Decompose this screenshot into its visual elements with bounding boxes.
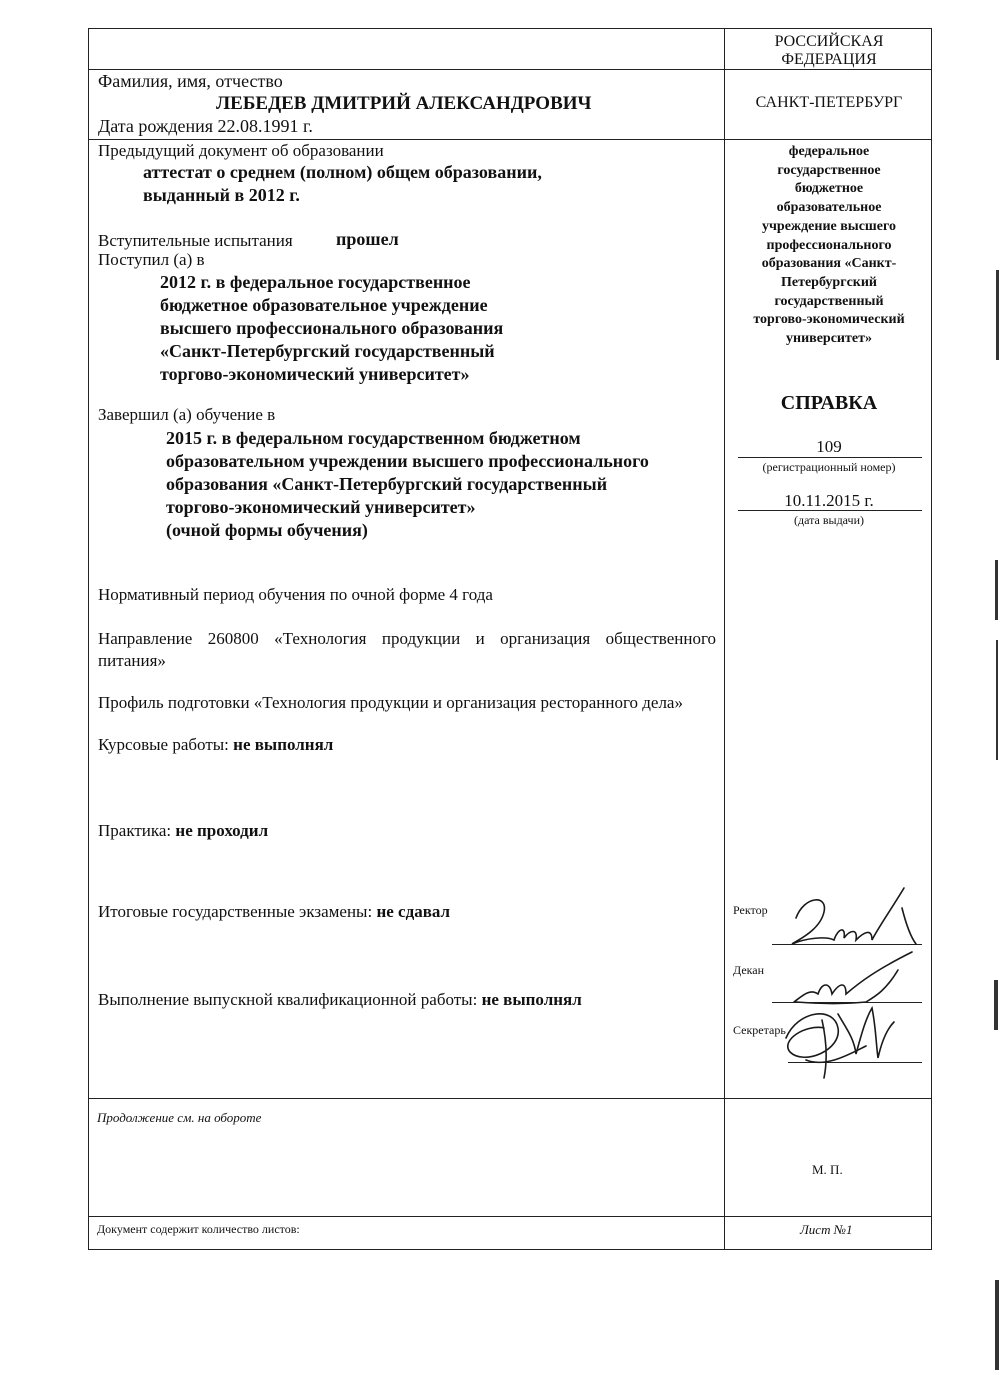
coursework-value: не выполнял [233, 735, 334, 754]
state-exams [98, 902, 450, 922]
entrance-value: прошел [336, 229, 399, 249]
certificate-title: СПРАВКА [780, 392, 878, 414]
coursework [98, 735, 333, 755]
finished-line: 2015 г. в федеральном государственном бюджетном [166, 428, 581, 448]
institution-line: государственное [777, 162, 881, 178]
header-rule [88, 69, 932, 70]
enrolled-line: высшего профессионального образования [160, 318, 504, 338]
registration-number: 109 [816, 437, 842, 456]
enrolled-label: Поступил (а) в [98, 250, 205, 269]
institution-line: университет» [786, 331, 872, 347]
name-label: Фамилия, имя, отчество [98, 71, 283, 91]
rector-label: Ректор [733, 903, 768, 917]
institution-line: образовательное [776, 200, 882, 216]
thesis-value: не выполнял [481, 990, 582, 1009]
exams-value: не сдавал [376, 902, 451, 921]
practice [98, 821, 268, 841]
thesis [98, 990, 582, 1010]
finished-label: Завершил (а) обучение в [98, 405, 276, 424]
enrolled-line: 2012 г. в федеральное государственное [160, 272, 471, 292]
study-period: Нормативный период обучения по очной форме 4 года [98, 585, 493, 604]
continued-note: Продолжение см. на обороте [97, 1110, 262, 1125]
direction: Направление 260800 «Технология продукции и организация общественного питания» [98, 629, 716, 670]
secretary-label: Секретарь [733, 1023, 786, 1037]
scan-edge-artifact [990, 0, 1000, 1375]
finished-line: (очной формы обучения) [166, 520, 368, 540]
institution-name [726, 143, 932, 349]
registration-caption: (регистрационный номер) [762, 460, 896, 474]
stamp-place: М. П. [812, 1162, 843, 1177]
prev-doc-label: Предыдущий документ об образовании [98, 141, 384, 160]
handwritten-signatures [726, 878, 932, 1088]
name-section-rule [88, 139, 932, 140]
full-name: ЛЕБЕДЕВ ДМИТРИЙ АЛЕКСАНДРОВИЧ [216, 93, 592, 114]
sheets-count: Документ содержит количество листов: [97, 1222, 300, 1236]
issue-date-underline [738, 510, 922, 511]
coursework-label: Курсовые работы: [98, 735, 229, 754]
enrolled-line: торгово-экономический университет» [160, 364, 470, 384]
practice-value: не проходил [175, 821, 269, 840]
issue-date-caption: (дата выдачи) [794, 513, 864, 527]
finished-line: образования «Санкт-Петербургский государственный [166, 474, 608, 494]
prev-doc-line-1: аттестат о среднем (полном) общем образовании, [143, 162, 542, 182]
finished-line: образовательном учреждении высшего профессионального [166, 451, 649, 471]
profile: Профиль подготовки «Технология продукции и организация ресторанного дела» [98, 693, 683, 712]
institution-line: государственный [774, 293, 884, 309]
institution-line: федеральное [788, 144, 870, 159]
issue-date: 10.11.2015 г. [784, 491, 874, 510]
institution-line: торгово-экономический [753, 312, 905, 328]
enrolled-line: «Санкт-Петербургский государственный [160, 341, 495, 361]
column-divider [724, 28, 725, 1250]
practice-label: Практика: [98, 821, 172, 840]
secretary-signature [786, 1008, 894, 1078]
enrolled-line: бюджетное образовательное учреждение [160, 295, 488, 315]
footer-rule [88, 1098, 932, 1099]
registration-underline [738, 457, 922, 458]
finished-line: торгово-экономический университет» [166, 497, 476, 517]
thesis-label: Выполнение выпускной квалификационной работы: [98, 990, 478, 1009]
institution-line: бюджетное [794, 181, 864, 197]
country-header [726, 33, 932, 69]
dean-signature [794, 952, 912, 1004]
country-line-2: ФЕДЕРАЦИЯ [781, 51, 877, 68]
prev-doc-line-2: выданный в 2012 г. [143, 185, 300, 205]
institution-line: образования «Санкт- [761, 256, 897, 272]
sheet-number: Лист №1 [800, 1222, 853, 1237]
country-line-1: РОССИЙСКАЯ [774, 33, 884, 50]
institution-line: профессионального [766, 237, 892, 253]
birth-date: Дата рождения 22.08.1991 г. [98, 116, 313, 136]
exams-label: Итоговые государственные экзамены: [98, 902, 373, 921]
institution-line: учреждение высшего [762, 218, 896, 234]
dean-label: Декан [733, 963, 765, 977]
bottom-rule [88, 1216, 932, 1217]
institution-line: Петербургский [780, 274, 877, 290]
rector-signature [792, 888, 916, 944]
city: САНКТ-ПЕТЕРБУРГ [755, 94, 903, 111]
entrance-label: Вступительные испытания [98, 231, 293, 250]
